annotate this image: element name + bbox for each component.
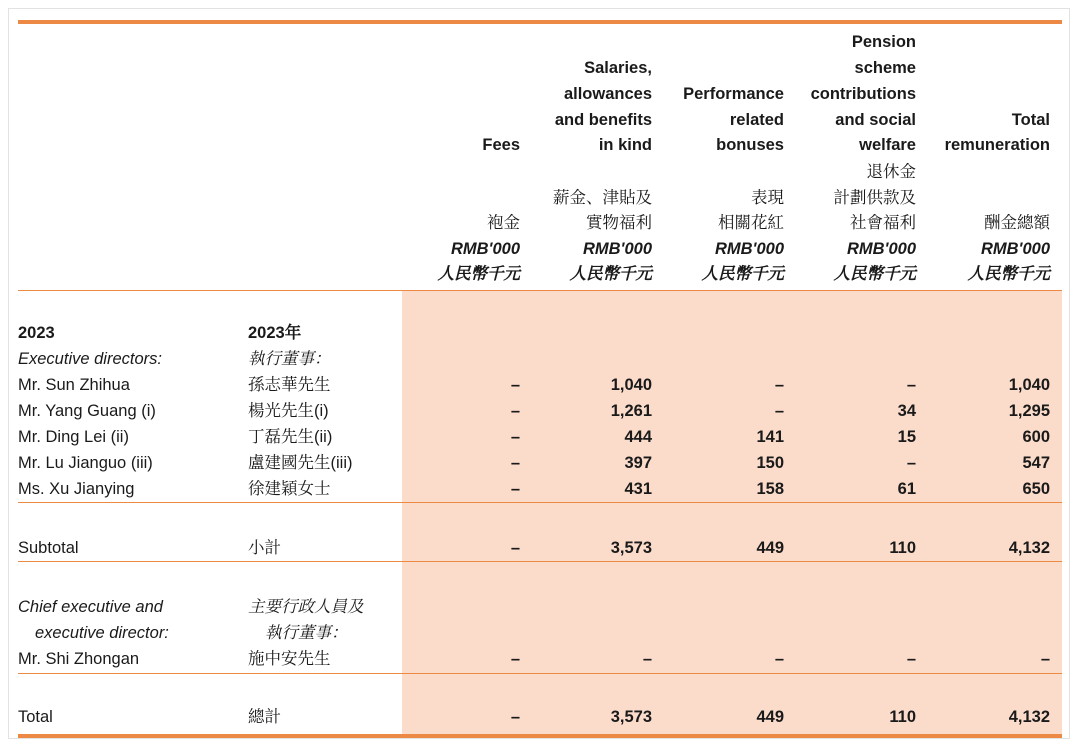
header-unit-zh: 人民幣千元: [437, 265, 520, 284]
bonuses-value: –: [774, 650, 784, 668]
director-name-zh: 楊光先生(i): [248, 402, 329, 420]
bonuses-value: 449: [756, 539, 784, 557]
subtotal-label-en: Subtotal: [18, 539, 79, 557]
total-value: 4,132: [1008, 708, 1050, 726]
director-name-zh: 施中安先生: [248, 650, 331, 668]
pension-value: 61: [897, 480, 916, 498]
pension-value: 110: [889, 539, 916, 557]
pension-value: –: [906, 650, 916, 668]
header-zh: 表現 相關花紅: [718, 188, 784, 233]
top-rule: [18, 20, 1062, 24]
header-zh: 酬金總額: [984, 214, 1050, 233]
header-unit: RMB'000: [846, 239, 916, 258]
header-divider: [18, 290, 1062, 291]
director-name-zh: 丁磊先生(ii): [248, 428, 333, 446]
header-unit: RMB'000: [450, 239, 520, 258]
header-en: Salaries, allowances and benefits in kind: [554, 59, 652, 155]
subtotal-row: [0, 535, 1080, 561]
table-row: [0, 646, 1080, 672]
total-value: 1,295: [1008, 402, 1050, 420]
divider-before-subtotal: [18, 502, 1062, 503]
total-label-en: Total: [18, 708, 53, 726]
salaries-value: 1,040: [610, 376, 652, 394]
total-value: –: [1040, 650, 1050, 668]
director-name-en: Mr. Lu Jianguo (iii): [18, 454, 153, 472]
pension-value: –: [906, 376, 916, 394]
fees-value: –: [510, 480, 520, 498]
total-value: 600: [1022, 428, 1050, 446]
fees-value: –: [510, 376, 520, 394]
director-name-en: Mr. Sun Zhihua: [18, 376, 130, 394]
table-row: [0, 450, 1080, 476]
salaries-value: 3,573: [610, 708, 652, 726]
header-en: Pension scheme contributions and social welfare: [810, 33, 916, 155]
table-row: [0, 476, 1080, 502]
year-row: [0, 320, 1080, 346]
header-unit-zh: 人民幣千元: [569, 265, 652, 284]
header-zh: 袍金: [487, 214, 520, 233]
bonuses-value: –: [774, 376, 784, 394]
salaries-value: 431: [624, 480, 652, 498]
director-name-en: Mr. Ding Lei (ii): [18, 428, 129, 446]
header-unit: RMB'000: [582, 239, 652, 258]
year-zh: 2023年: [248, 324, 302, 342]
table-row: [0, 372, 1080, 398]
pension-value: 15: [897, 428, 916, 446]
bonuses-value: 141: [756, 428, 784, 446]
divider-after-subtotal: [18, 561, 1062, 562]
salaries-value: 397: [624, 454, 652, 472]
director-name-zh: 徐建穎女士: [248, 480, 331, 498]
header-unit-zh: 人民幣千元: [701, 265, 784, 284]
section-heading-chief-executive: [0, 594, 1080, 620]
section-heading-zh-line1: 主要行政人員及: [248, 598, 364, 616]
fees-value: –: [510, 539, 520, 557]
pension-value: 34: [897, 402, 916, 420]
header-en: Performance related bonuses: [683, 84, 784, 155]
total-value: 547: [1022, 454, 1050, 472]
salaries-value: 444: [624, 428, 652, 446]
fees-value: –: [510, 454, 520, 472]
bottom-rule: [18, 734, 1062, 738]
header-unit-zh: 人民幣千元: [967, 265, 1050, 284]
divider-before-total: [18, 673, 1062, 674]
bonuses-value: –: [774, 402, 784, 420]
salaries-value: 1,261: [610, 402, 652, 420]
total-label-zh: 總計: [248, 708, 281, 726]
section-heading-en-line2: executive director:: [35, 624, 169, 642]
total-value: 1,040: [1008, 376, 1050, 394]
pension-value: –: [906, 454, 916, 472]
table-row: [0, 398, 1080, 424]
director-name-en: Mr. Yang Guang (i): [18, 402, 156, 420]
salaries-value: 3,573: [610, 539, 652, 557]
section-heading-chief-executive-line2: [0, 620, 1080, 646]
table-row: [0, 424, 1080, 450]
fees-value: –: [510, 708, 520, 726]
section-heading-zh: 執行董事：: [248, 350, 331, 368]
header-zh: 薪金、津貼及 實物福利: [553, 188, 652, 233]
header-en: Total remuneration: [944, 110, 1050, 155]
director-name-en: Mr. Shi Zhongan: [18, 650, 140, 668]
fees-value: –: [510, 650, 520, 668]
fees-value: –: [510, 428, 520, 446]
fees-value: –: [510, 402, 520, 420]
bonuses-value: 150: [756, 454, 784, 472]
total-value: 4,132: [1008, 539, 1050, 557]
section-heading-zh-line2: 執行董事：: [265, 624, 348, 642]
total-row: [0, 704, 1080, 730]
salaries-value: –: [642, 650, 652, 668]
header-unit-zh: 人民幣千元: [833, 265, 916, 284]
director-name-en: Ms. Xu Jianying: [18, 480, 135, 498]
section-heading-executive-directors: [0, 346, 1080, 372]
subtotal-label-zh: 小計: [248, 539, 281, 557]
bonuses-value: 158: [756, 480, 784, 498]
bonuses-value: 449: [756, 708, 784, 726]
pension-value: 110: [889, 708, 916, 726]
total-value: 650: [1022, 480, 1050, 498]
year-en: 2023: [18, 324, 55, 342]
header-unit: RMB'000: [714, 239, 784, 258]
section-heading-en: Executive directors:: [18, 350, 162, 368]
header-en: Fees: [482, 136, 520, 155]
director-name-zh: 孫志華先生: [248, 376, 331, 394]
director-name-zh: 盧建國先生(iii): [248, 454, 353, 472]
section-heading-en-line1: Chief executive and: [18, 598, 163, 616]
header-zh: 退休金 計劃供款及 社會福利: [833, 162, 916, 233]
header-unit: RMB'000: [980, 239, 1050, 258]
